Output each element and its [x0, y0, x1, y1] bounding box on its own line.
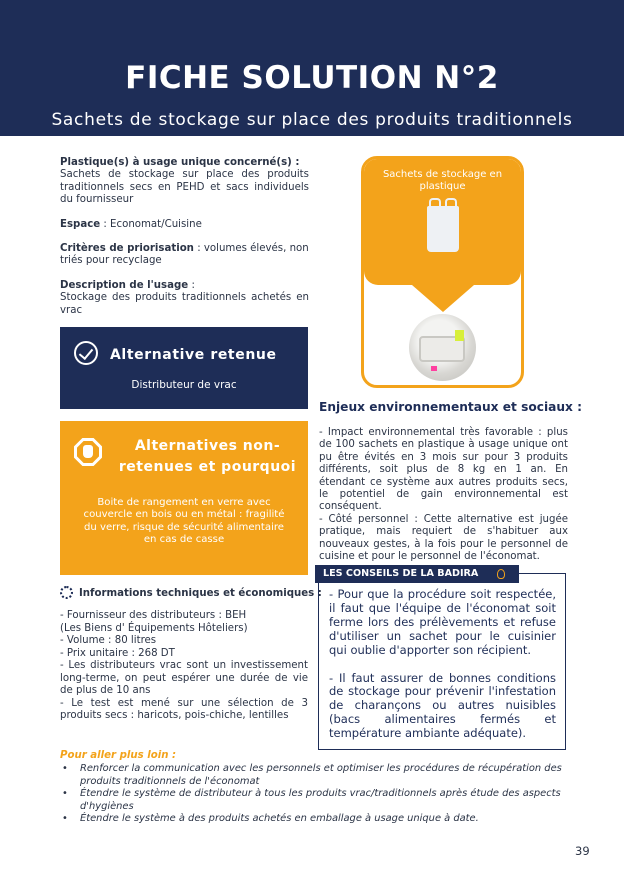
alternatives-non-retenues-value: Boite de rangement en verre avec couvercle en bois ou en métal : fragilité du verre, risque de sécurité alimentaire en cas de casse	[83, 497, 285, 546]
list-item: - Volume : 80 litres	[60, 635, 157, 646]
hand-icon	[83, 445, 93, 458]
description-label: Description de l'usage	[60, 279, 189, 291]
arrow-head-icon	[412, 285, 474, 312]
gear-icon	[60, 586, 73, 599]
bullet: •	[62, 763, 68, 774]
alternatives-non-retenues-card	[60, 421, 308, 575]
list-item: (Les Biens d' Équipements Hôteliers)	[60, 622, 248, 634]
bullet: •	[62, 813, 68, 824]
criteres-label: Critères de priorisation	[60, 243, 194, 255]
alternatives-non-retenues-title: Alternatives non-retenues et pourquoi	[118, 438, 297, 475]
check-circle-icon	[74, 341, 98, 365]
list-item-text: Étendre le système à des produits achetés en emballage à usage unique à date.	[80, 813, 479, 824]
description-value: Stockage des produits traditionnels achetés en vrac	[60, 292, 309, 316]
list-item-text: Renforcer la communication avec les personnels et optimiser les procédures de récupération des produits traditionnels de l'économat	[80, 763, 562, 787]
conseils-tag: LES CONSEILS DE LA BADIRA	[315, 565, 519, 583]
technique-list	[60, 610, 308, 723]
alternative-retenue-value: Distributeur de vrac	[131, 379, 237, 391]
espace-value: : Economat/Cuisine	[100, 218, 202, 230]
enjeux-title: Enjeux environnementaux et sociaux :	[319, 400, 583, 414]
espace-label: Espace	[60, 218, 101, 230]
list-item	[62, 788, 570, 813]
list-item: - Fournisseur des distributeurs : BEH	[60, 610, 247, 621]
header-banner	[0, 0, 624, 136]
list-item	[62, 813, 570, 826]
list-item: - Impact environnemental très favorable : plus de 100 sachets en plastique à usage unique ont pu être évités en 3 mois sur pour 3 produits différents, soit plus de 8 kg en 1 an. En étendant ce système aux autres produits secs, le potentiel de gain environnemental est conséquent.	[319, 427, 568, 513]
criteres-block	[60, 243, 309, 268]
list-item: - Pour que la procédure soit respectée, il faut que l'équipe de l'économat soit ferme lors des prélèvements et refuse d'utiliser un sachet pour le cuisinier qui oublie d'apporter son récipient.	[329, 587, 556, 657]
description-block	[60, 280, 309, 317]
description-colon: :	[188, 279, 195, 291]
dispenser-photo	[409, 314, 476, 381]
spacer	[329, 658, 556, 672]
lightbulb-icon	[497, 569, 505, 579]
list-item: - Côté personnel : Cette alternative est jugée pratique, mais requiert de s'habituer aux nouveaux gestes, à la fois pour le personnel de cuisine et pour le personnel de l'économat.	[319, 513, 568, 563]
list-item: - Il faut assurer de bonnes conditions de stockage pour prévenir l'infestation de charançons ou autres nuisibles (bacs alimentaires fermés et température ambiante adéquate).	[329, 670, 556, 741]
plastique-label: Plastique(s) à usage unique concerné(s) :	[60, 157, 300, 168]
list-item: - Les distributeurs vrac sont un investissement long-terme, on peut espérer une durée de vie de plus de 10 ans	[60, 660, 308, 696]
alternative-retenue-title: Alternative retenue	[110, 347, 277, 363]
plus-loin-list	[62, 763, 570, 826]
list-item-text: Étendre le système de distributeur à tous les produits vrac/traditionnels après étude des aspects d'hygiènes	[80, 788, 561, 812]
plastique-block	[60, 157, 309, 207]
technique-heading	[60, 586, 322, 599]
technique-title: Informations techniques et économiques :	[79, 588, 322, 599]
list-item: - Le test est mené sur une sélection de 3 produits secs : haricots, pois-chiche, lentilles	[60, 697, 308, 721]
usage-info	[60, 157, 309, 329]
bullet: •	[62, 788, 68, 799]
alternative-retenue-card	[60, 327, 308, 409]
plastic-bag-image	[427, 206, 459, 252]
page-subtitle: Sachets de stockage sur place des produits traditionnels	[51, 110, 573, 130]
illustration-card	[361, 156, 524, 388]
plastique-value: Sachets de stockage sur place des produits traditionnels secs en PEHD et sacs individuels du fournisseur	[60, 169, 309, 206]
page-number: 39	[575, 844, 590, 858]
photo-pink-mark	[431, 366, 437, 371]
plus-loin-title: Pour aller plus loin :	[60, 750, 177, 761]
espace-block	[60, 219, 309, 231]
list-item: - Prix unitaire : 268 DT	[60, 647, 175, 659]
page-title: FICHE SOLUTION N°2	[125, 60, 499, 96]
criteres-value: : volumes élevés, non triés pour recyclage	[60, 243, 309, 267]
illustration-label: Sachets de stockage en plastique	[382, 169, 503, 192]
enjeux-list	[319, 427, 568, 563]
photo-sticker	[455, 330, 464, 341]
list-item	[62, 763, 570, 788]
conseils-box	[318, 573, 566, 750]
